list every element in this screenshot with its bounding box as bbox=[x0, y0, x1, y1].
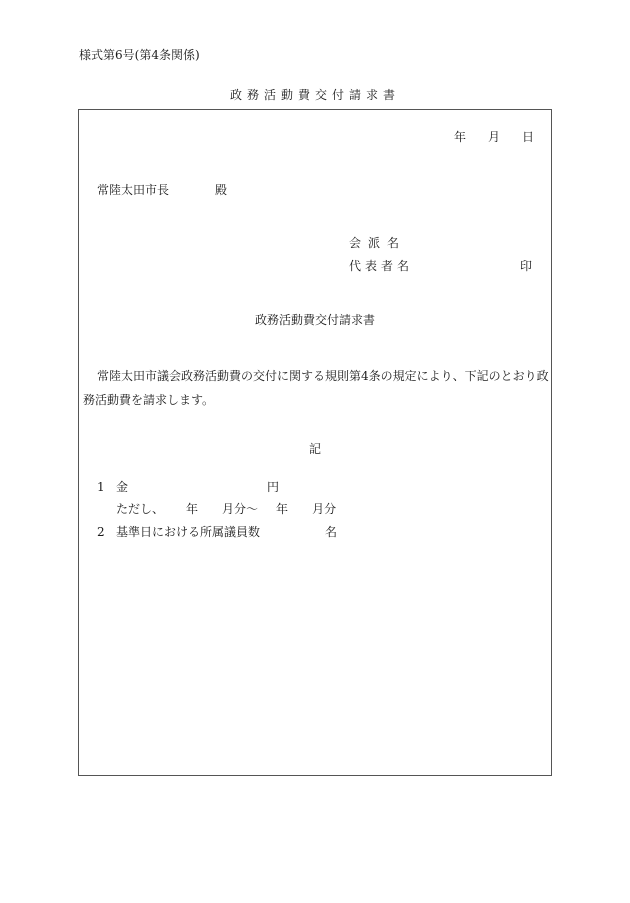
proviso-month2: 月分 bbox=[312, 502, 337, 516]
addressee-name: 常陸太田市長 bbox=[97, 183, 170, 197]
faction-name-label: 会派名 bbox=[349, 236, 407, 250]
proviso-year1: 年 bbox=[186, 502, 199, 516]
item2-member-count-label: 基準日における所属議員数 bbox=[116, 525, 261, 539]
item1-proviso bbox=[116, 503, 336, 515]
proviso-month1: 月分〜 bbox=[222, 502, 259, 516]
addressee-honorific: 殿 bbox=[215, 183, 228, 197]
ki-heading: 記 bbox=[308, 442, 321, 456]
date-year-label: 年 bbox=[454, 130, 467, 144]
item1-yen-unit: 円 bbox=[267, 480, 280, 494]
body-text: 常陸太田市議会政務活動費の交付に関する規則第4条の規定により、下記のとおり政務活動費を請求します。 bbox=[83, 369, 549, 407]
form-number: 様式第6号(第4条関係) bbox=[79, 48, 200, 62]
item1-amount-label: 金 bbox=[116, 480, 129, 494]
addressee bbox=[97, 184, 227, 196]
date-day-label: 日 bbox=[522, 130, 535, 144]
date-line bbox=[454, 131, 534, 143]
document-title: 政務活動費交付請求書 bbox=[229, 88, 400, 102]
item1-number: 1 bbox=[97, 480, 105, 494]
representative-name-label: 代表者名 bbox=[349, 259, 414, 273]
item2-person-unit: 名 bbox=[325, 525, 338, 539]
proviso-prefix: ただし、 bbox=[116, 502, 165, 516]
proviso-year2: 年 bbox=[276, 502, 289, 516]
seal-label: 印 bbox=[520, 259, 533, 273]
date-month-label: 月 bbox=[488, 130, 501, 144]
item2-number: 2 bbox=[97, 525, 105, 539]
inner-title: 政務活動費交付請求書 bbox=[254, 313, 375, 327]
